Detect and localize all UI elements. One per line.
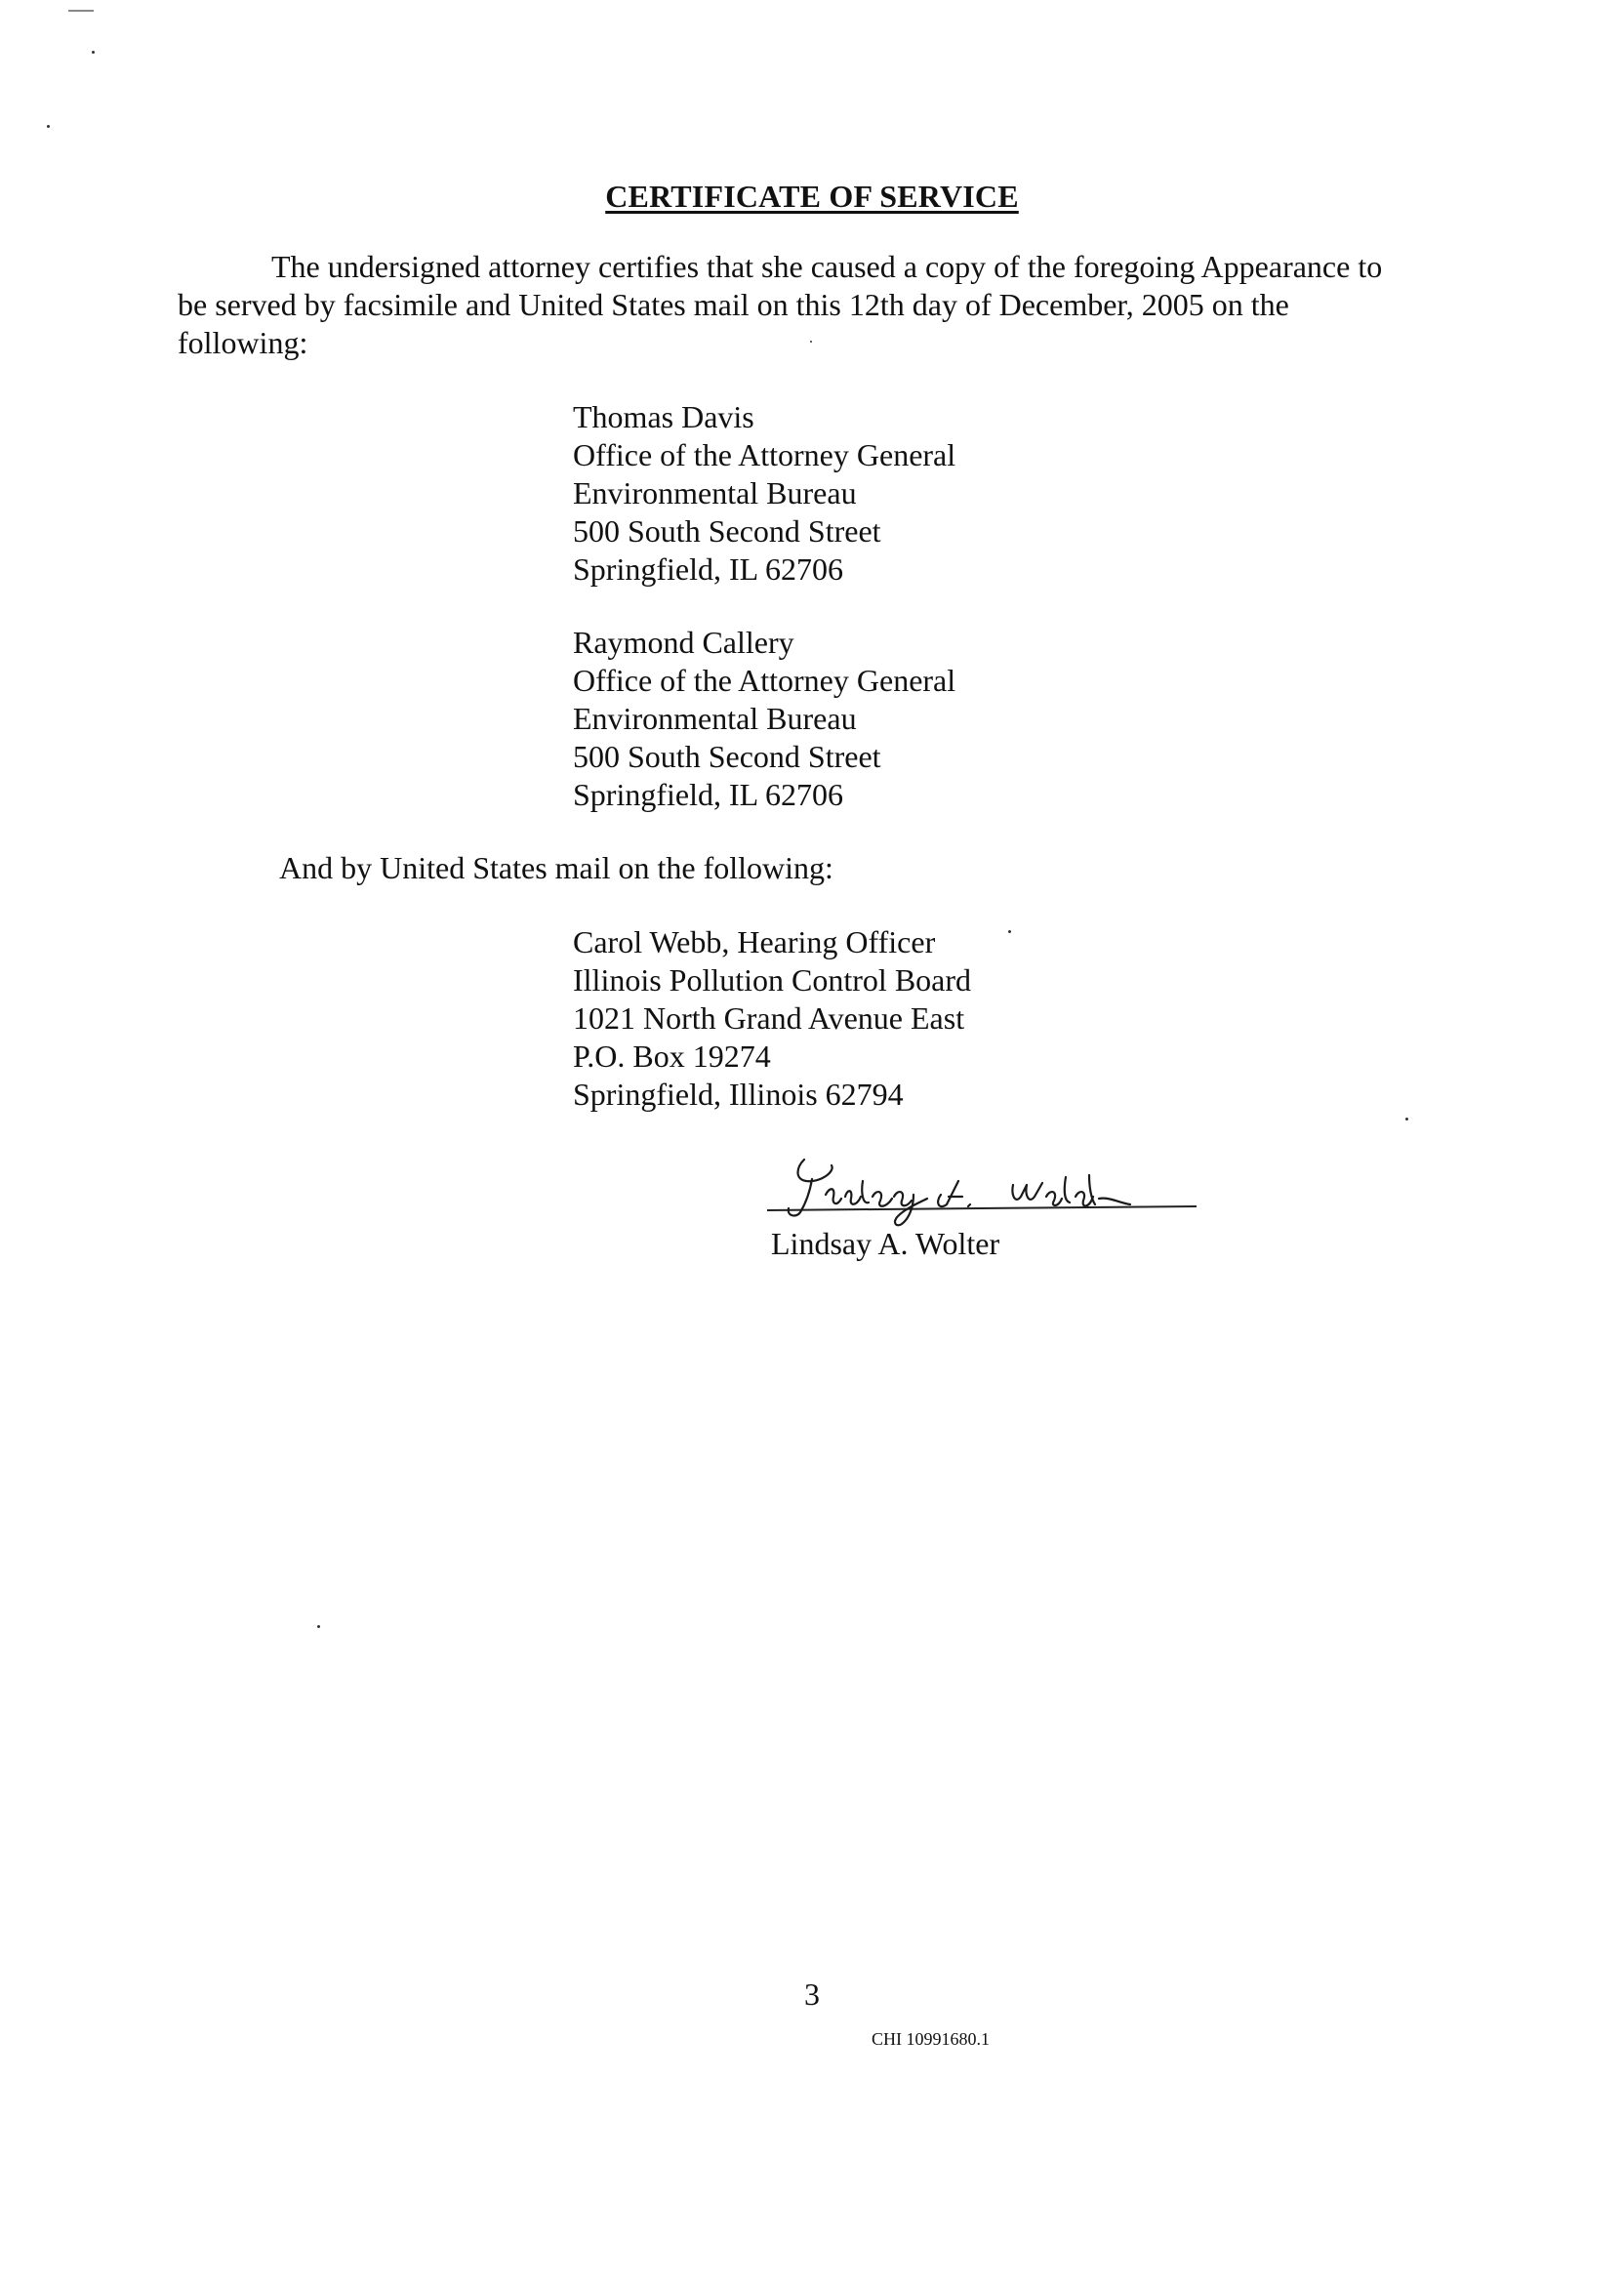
recipient-street: 1021 North Grand Avenue East <box>573 1000 965 1036</box>
intro-line: following: <box>178 325 308 360</box>
scan-speck <box>1405 1118 1408 1121</box>
recipient-bureau: Environmental Bureau <box>573 475 857 510</box>
recipient-address-block <box>573 923 971 1114</box>
recipient-address-block <box>573 624 955 814</box>
page-title <box>0 179 1624 215</box>
recipient-office: Office of the Attorney General <box>573 663 956 698</box>
scan-speck <box>1008 930 1011 933</box>
scan-speck <box>317 1625 320 1628</box>
scan-speck <box>47 125 50 128</box>
handwritten-signature <box>767 1152 1216 1230</box>
signature-rule <box>767 1206 1197 1210</box>
intro-paragraph <box>178 248 1476 362</box>
recipient-name: Carol Webb, Hearing Officer <box>573 924 936 959</box>
signature-stroke <box>789 1160 1130 1225</box>
page-number: 3 <box>804 1976 820 2012</box>
title-text: CERTIFICATE OF SERVICE <box>605 179 1019 214</box>
recipient-office: Office of the Attorney General <box>573 437 956 472</box>
mail-intro: And by United States mail on the following: <box>279 850 833 885</box>
scan-speck <box>68 10 94 12</box>
recipient-name: Raymond Callery <box>573 625 794 660</box>
recipient-bureau: Environmental Bureau <box>573 701 857 736</box>
recipient-name: Thomas Davis <box>573 399 754 434</box>
document-code: CHI 10991680.1 <box>872 2029 990 2049</box>
recipient-city: Springfield, Illinois 62794 <box>573 1077 904 1112</box>
recipient-city: Springfield, IL 62706 <box>573 551 843 587</box>
intro-line: be served by facsimile and United States mail on this 12th day of December, 2005 on the <box>178 287 1289 322</box>
recipient-city: Springfield, IL 62706 <box>573 777 843 812</box>
recipient-org: Illinois Pollution Control Board <box>573 962 972 998</box>
intro-line: The undersigned attorney certifies that she caused a copy of the foregoing Appearance to <box>271 249 1383 284</box>
recipient-pobox: P.O. Box 19274 <box>573 1039 771 1074</box>
recipient-address-block <box>573 398 955 589</box>
recipient-street: 500 South Second Street <box>573 739 881 774</box>
scan-speck <box>92 51 95 54</box>
recipient-street: 500 South Second Street <box>573 513 881 549</box>
signer-name: Lindsay A. Wolter <box>771 1226 1000 1261</box>
